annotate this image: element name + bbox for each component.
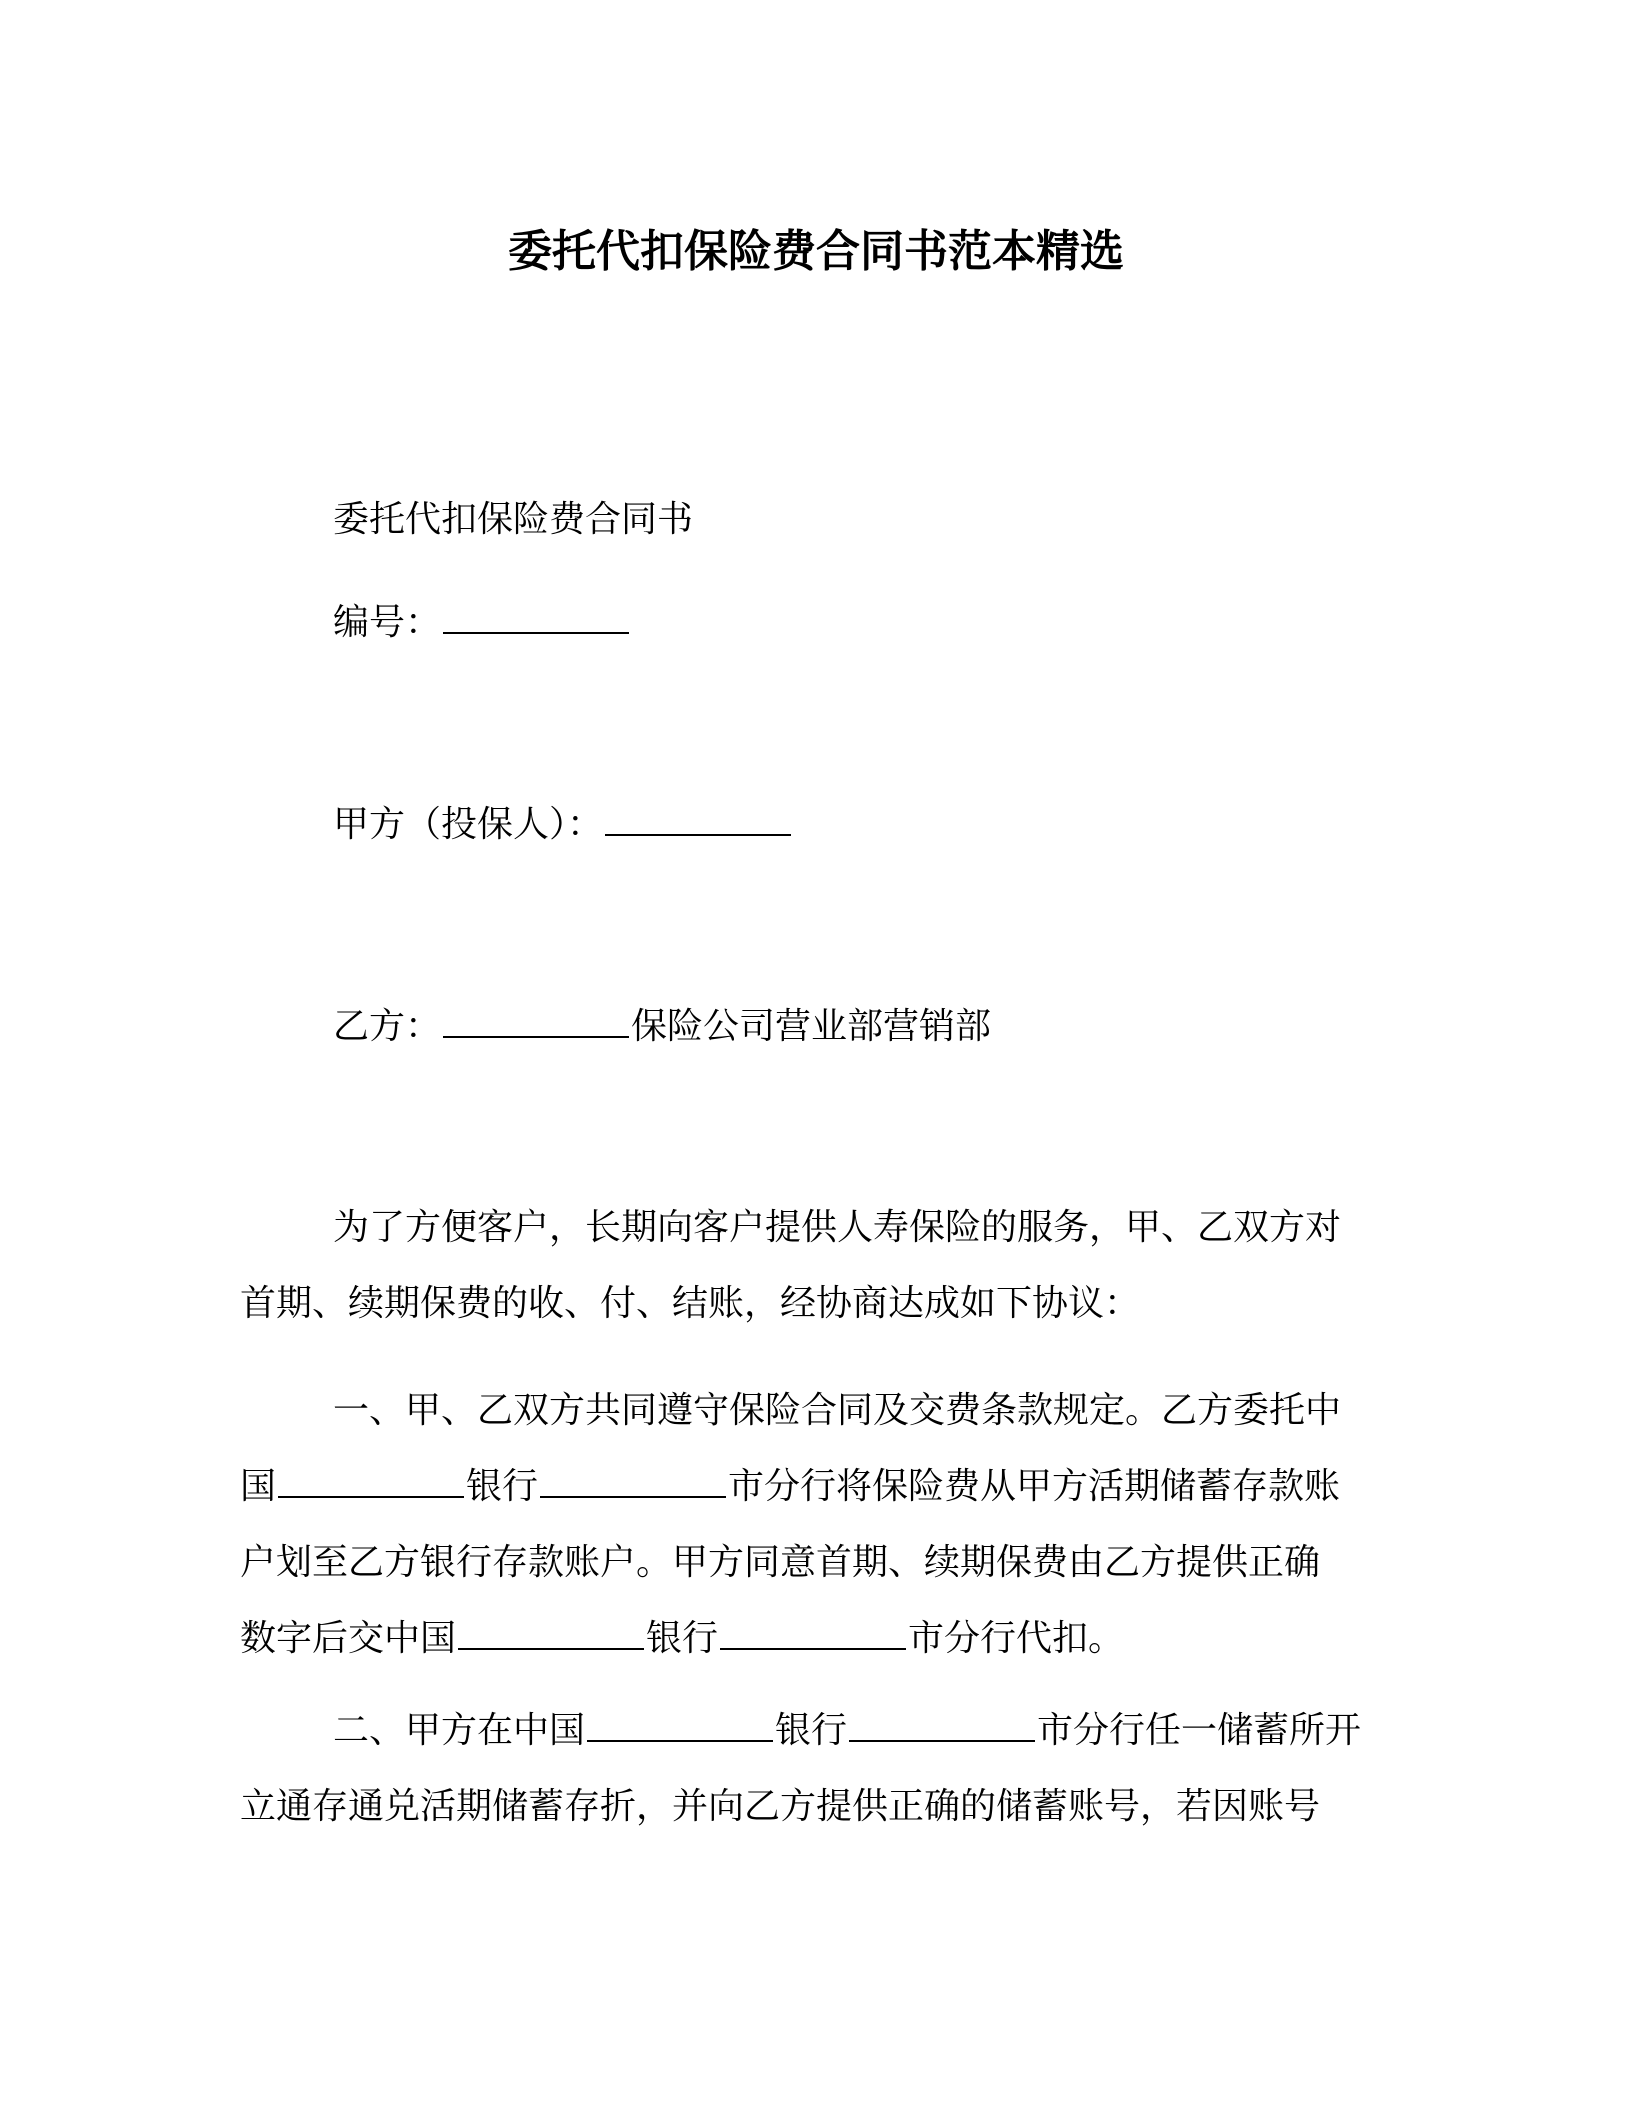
clause-2-line-1c: 市分行任一储蓄所开	[1037, 1710, 1362, 1751]
party-a-blank	[605, 800, 791, 836]
number-label: 编号：	[333, 602, 442, 643]
document-title: 委托代扣保险费合同书范本精选	[508, 226, 1124, 277]
preamble-line-1: 为了方便客户，长期向客户提供人寿保险的服务，甲、乙双方对	[333, 1207, 1342, 1248]
party-a-label: 甲方（投保人）：	[333, 804, 604, 845]
clause-1-line-2a: 国	[240, 1466, 277, 1507]
party-a-line	[333, 800, 793, 849]
party-b-blank	[443, 1002, 629, 1038]
party-b-line	[333, 1002, 991, 1051]
contract-subtitle: 委托代扣保险费合同书	[333, 499, 694, 540]
city-blank-1	[540, 1462, 726, 1498]
clause-1-paragraph	[240, 1373, 1380, 1677]
party-b-suffix: 保险公司营业部营销部	[631, 1006, 992, 1047]
bank-name-blank-2	[458, 1614, 644, 1650]
clause-1-line-2b: 银行	[466, 1466, 539, 1507]
number-blank	[443, 598, 629, 634]
clause-1-line-2c: 市分行将保险费从甲方活期储蓄存款账	[728, 1466, 1341, 1507]
preamble-line-2: 首期、续期保费的收、付、结账，经协商达成如下协议：	[240, 1283, 1141, 1324]
clause-2-line-2: 立通存通兑活期储蓄存折，并向乙方提供正确的储蓄账号，若因账号	[240, 1786, 1321, 1827]
city-blank-3	[849, 1706, 1035, 1742]
party-b-label: 乙方：	[333, 1006, 442, 1047]
clause-2-paragraph	[240, 1693, 1380, 1845]
contract-number-line	[333, 598, 631, 647]
clause-1-line-4a: 数字后交中国	[240, 1618, 457, 1659]
clause-2-line-1b: 银行	[775, 1710, 848, 1751]
clause-1-line-4b: 银行	[646, 1618, 719, 1659]
bank-name-blank-1	[278, 1462, 464, 1498]
bank-name-blank-3	[587, 1706, 773, 1742]
clause-2-line-1a: 二、甲方在中国	[333, 1710, 586, 1751]
city-blank-2	[720, 1614, 906, 1650]
clause-1-line-3: 户划至乙方银行存款账户。甲方同意首期、续期保费由乙方提供正确	[240, 1542, 1321, 1583]
clause-1-line-1: 一、甲、乙双方共同遵守保险合同及交费条款规定。乙方委托中	[333, 1390, 1342, 1431]
preamble-paragraph	[240, 1190, 1380, 1342]
clause-1-line-4c: 市分行代扣。	[908, 1618, 1125, 1659]
